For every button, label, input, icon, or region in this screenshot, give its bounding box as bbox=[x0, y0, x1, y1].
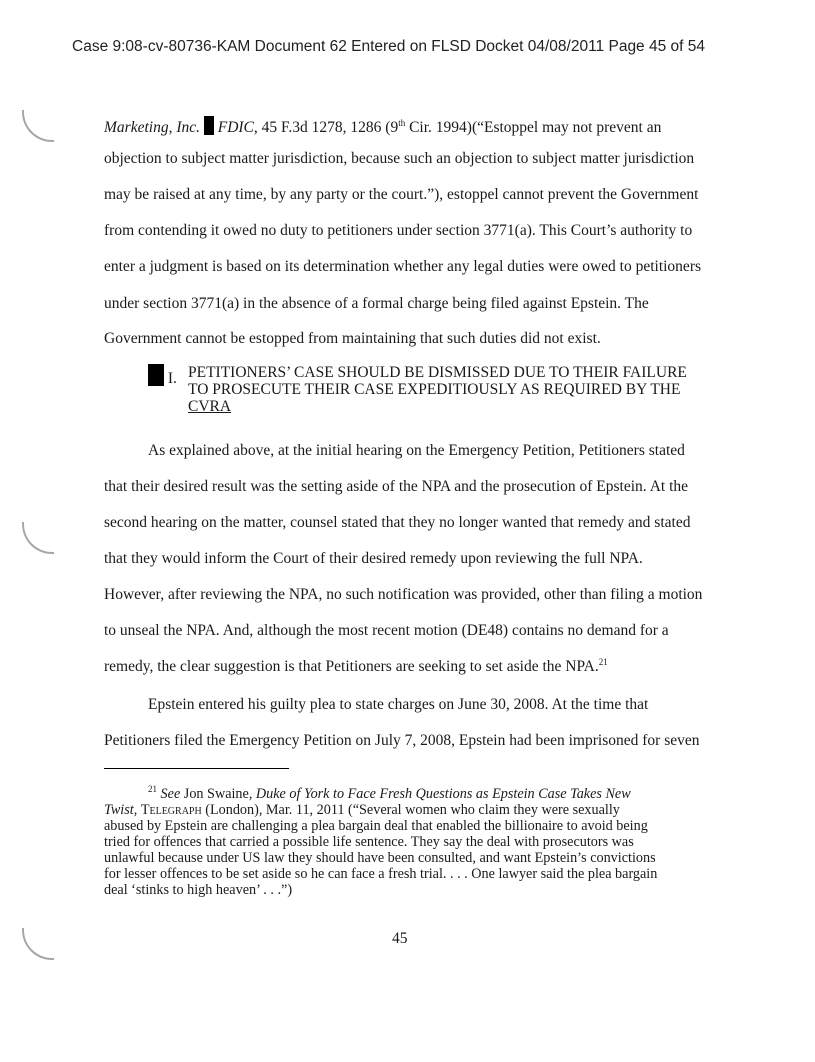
article-title: Duke of York to Face Fresh Questions as Epstein Case Takes New bbox=[255, 786, 631, 802]
superscript: th bbox=[398, 118, 406, 128]
footnote-line bbox=[104, 802, 620, 818]
body-line: As explained above, at the initial hearing on the Emergency Petition, Petitioners stated bbox=[148, 442, 685, 459]
footnote-line: unlawful because under US law they should have been consulted, and want Epstein’s convictions bbox=[104, 850, 656, 866]
footnote-line: tried for offences that carried a possible life sentence. They say the deal with prosecutors was bbox=[104, 834, 634, 850]
footnote-text: Jon Swaine, bbox=[180, 786, 256, 802]
redaction-box bbox=[204, 116, 214, 135]
body-line bbox=[104, 658, 608, 676]
case-header: Case 9:08-cv-80736-KAM Document 62 Entered on FLSD Docket 04/08/2011 Page 45 of 54 bbox=[72, 38, 706, 55]
body-line: under section 3771(a) in the absence of a formal charge being filed against Epstein. The bbox=[104, 295, 649, 312]
body-line: may be raised at any time, by any party or the court.”), estoppel cannot prevent the Government bbox=[104, 186, 699, 203]
case-citation-a: Marketing, Inc. bbox=[104, 119, 200, 136]
body-line: enter a judgment is based on its determination whether any legal duties were owed to petitioners bbox=[104, 258, 702, 275]
body-line: Petitioners filed the Emergency Petition on July 7, 2008, Epstein had been imprisoned for seven bbox=[104, 732, 700, 749]
footnote-text: (London), Mar. 11, 2011 (“Several women who claim they were sexually bbox=[201, 802, 620, 818]
heading-numeral: I. bbox=[167, 370, 177, 387]
body-text: Cir. 1994)(“Estoppel may not prevent an bbox=[405, 119, 662, 136]
page-number: 45 bbox=[392, 930, 408, 947]
body-line: that their desired result was the setting aside of the NPA and the prosecution of Epstein. At the bbox=[104, 478, 689, 495]
body-line: objection to subject matter jurisdiction, because such an objection to subject matter jurisdiction bbox=[104, 150, 695, 167]
body-line: However, after reviewing the NPA, no such notification was provided, other than filing a motion bbox=[104, 586, 703, 603]
body-line: from contending it owed no duty to petitioners under section 3771(a). This Court’s authority to bbox=[104, 222, 693, 239]
footnote-text: , bbox=[133, 802, 141, 818]
case-citation-b: FDIC bbox=[217, 119, 254, 136]
footnote-divider bbox=[104, 768, 289, 769]
footnote-ref: 21 bbox=[598, 657, 608, 667]
body-line: Epstein entered his guilty plea to state charges on June 30, 2008. At the time that bbox=[148, 696, 649, 713]
heading-numeral-line bbox=[148, 364, 177, 387]
signal-word: See bbox=[160, 786, 181, 802]
footnote-line: for lesser offences to be set aside so he can face a fresh trial. . . . One lawyer said the plea bargain bbox=[104, 866, 658, 882]
article-title: Twist bbox=[104, 802, 134, 818]
body-line: second hearing on the matter, counsel stated that they no longer wanted that remedy and stated bbox=[104, 514, 691, 531]
footnote-line: abused by Epstein are challenging a plea bargain deal that enabled the billionaire to avoid being bbox=[104, 818, 648, 834]
body-text: remedy, the clear suggestion is that Petitioners are seeking to set aside the NPA. bbox=[104, 658, 599, 675]
punch-hole-bottom bbox=[22, 928, 54, 960]
footnote-number: 21 bbox=[148, 784, 157, 794]
publication-name: Telegraph bbox=[140, 802, 202, 818]
footnote-line bbox=[148, 786, 631, 802]
footnote-line: deal ‘stinks to high heaven’ . . .”) bbox=[104, 882, 293, 898]
punch-hole-middle bbox=[22, 522, 54, 554]
body-line: Government cannot be estopped from maintaining that such duties did not exist. bbox=[104, 330, 601, 347]
redaction-box bbox=[148, 364, 164, 386]
body-text: , 45 F.3d 1278, 1286 (9 bbox=[253, 119, 399, 136]
body-line bbox=[104, 116, 661, 137]
heading-line: TO PROSECUTE THEIR CASE EXPEDITIOUSLY AS REQUIRED BY THE bbox=[188, 381, 681, 398]
heading-line: PETITIONERS’ CASE SHOULD BE DISMISSED DUE TO THEIR FAILURE bbox=[188, 364, 687, 381]
punch-hole-top bbox=[22, 110, 54, 142]
heading-line: CVRA bbox=[188, 398, 232, 415]
body-line: to unseal the NPA. And, although the most recent motion (DE48) contains no demand for a bbox=[104, 622, 669, 639]
body-line: that they would inform the Court of their desired remedy upon reviewing the full NPA. bbox=[104, 550, 643, 567]
